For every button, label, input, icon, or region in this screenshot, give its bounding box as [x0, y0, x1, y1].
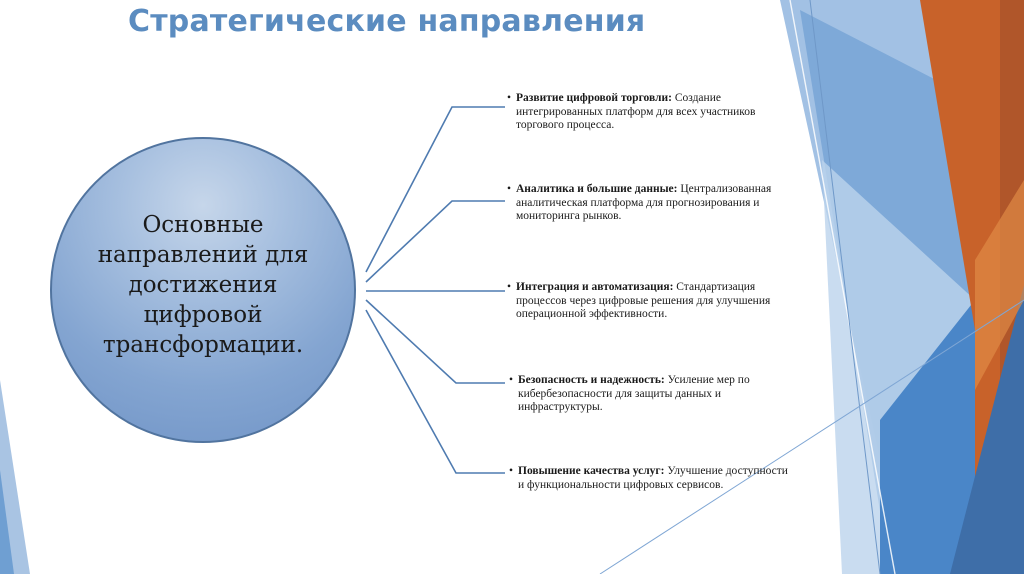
- bullet-text: Централизованная аналитическая платформа для прогнозирования и мониторинга рынков.: [516, 183, 772, 222]
- bullet-dot: •: [509, 374, 514, 386]
- bullet-dot: •: [507, 281, 512, 293]
- bullet-text: Создание интегрированных платформ для всех участников торгового процесса.: [516, 92, 756, 131]
- bullet-title: Развитие цифровой торговли:: [516, 92, 672, 104]
- bullet-text: Усиление мер по кибербезопасности для защиты данных и инфраструктуры.: [518, 374, 750, 413]
- connector-1: [366, 107, 505, 272]
- bullet-dot: •: [507, 183, 512, 195]
- bullet-title: Интеграция и автоматизация:: [516, 281, 674, 293]
- connector-5: [366, 310, 505, 473]
- bullet-dot: •: [507, 92, 512, 104]
- bullet-title: Безопасность и надежность:: [518, 374, 665, 386]
- bullet-title: Аналитика и большие данные:: [516, 183, 678, 195]
- connector-2: [366, 201, 505, 282]
- connector-4: [366, 300, 505, 383]
- bullet-text: Стандартизация процессов через цифровые решения для улучшения операционной эффективности.: [516, 281, 771, 320]
- bullet-item: [507, 281, 806, 322]
- central-circle-text: Основные направлений для достижения цифровой трансформации.: [97, 212, 309, 358]
- bullet-title: Повышение качества услуг:: [518, 465, 665, 477]
- bullet-text: Улучшение доступности и функциональности цифровых сервисов.: [518, 465, 788, 491]
- bullet-item: [509, 465, 793, 492]
- central-circle: [50, 137, 356, 443]
- bullet-dot: •: [509, 465, 514, 477]
- bullet-item: [507, 183, 801, 224]
- bullet-item: [509, 374, 803, 415]
- bullet-item: [507, 92, 786, 133]
- slide-title: Стратегические направления: [128, 4, 646, 39]
